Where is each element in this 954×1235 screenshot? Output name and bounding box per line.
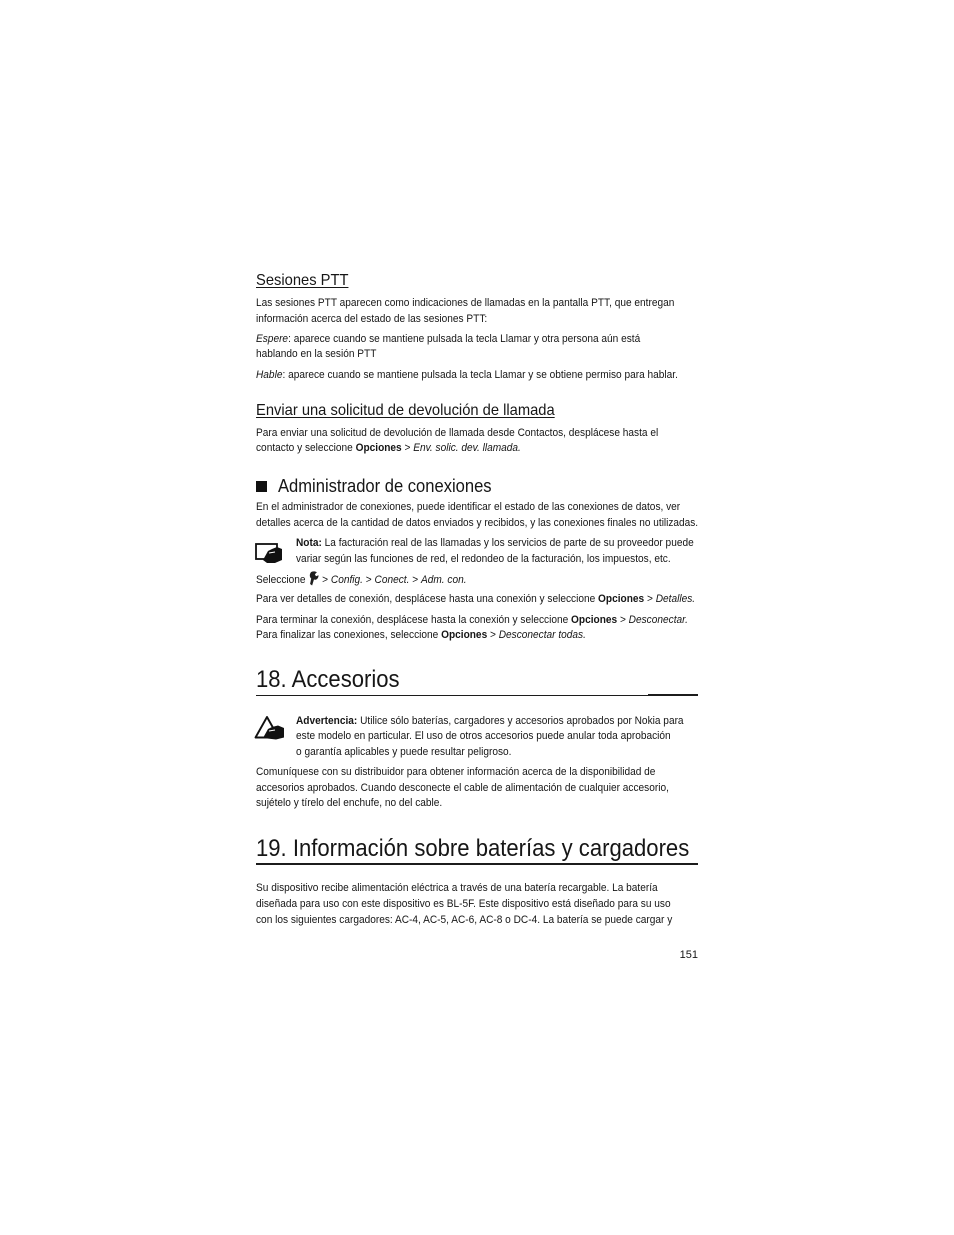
path-separator: > — [319, 574, 331, 586]
paragraph-line: Su dispositivo recibe alimentación eléctrica a través de una batería recargable. La batería — [256, 882, 658, 894]
menu-opciones: Opciones — [441, 629, 488, 641]
instruction-text: Para finalizar las conexiones, seleccione — [256, 629, 442, 641]
warning-label: Advertencia: — [296, 715, 358, 727]
paragraph-line: En el administrador de conexiones, puede identificar el estado de las conexiones de datos, ver — [256, 501, 681, 513]
menu-option: Desconectar. — [628, 614, 688, 626]
instruction-text: contacto y seleccione — [256, 442, 356, 454]
note-line — [296, 535, 694, 551]
paragraph-line: con los siguientes cargadores: AC-4, AC-5, AC-6, AC-8 o DC-4. La batería se puede cargar y — [256, 914, 673, 926]
menu-option: Desconectar todas. — [498, 629, 586, 641]
term-hable: Hable — [256, 369, 283, 381]
warning-icon — [254, 715, 285, 740]
chapter-title-19: 19. Información sobre baterías y cargadores — [256, 835, 690, 862]
paragraph-line: Las sesiones PTT aparecen como indicaciones de llamadas en la pantalla PTT, que entregan — [256, 297, 675, 309]
paragraph-line: hablando en la sesión PTT — [256, 348, 377, 360]
note-icon — [255, 538, 283, 564]
paragraph-line: Para enviar una solicitud de devolución de llamada desde Contactos, desplácese hasta el — [256, 427, 659, 439]
menu-config: Config. — [330, 574, 363, 586]
instruction-text: Seleccione — [256, 574, 309, 586]
term-espere: Espere — [256, 333, 289, 345]
menu-option: Detalles. — [655, 593, 696, 605]
settings-menu-icon — [308, 571, 319, 586]
chapter-rule — [256, 695, 698, 696]
path-separator: > — [362, 574, 375, 586]
note-line: variar según las funciones de red, el redondeo de la facturación, los impuestos, etc. — [296, 553, 671, 565]
espere-definition-line — [256, 331, 640, 347]
definition-text: : aparece cuando se mantiene pulsada la tecla Llamar y se obtiene permiso para hablar. — [282, 369, 678, 381]
instruction-text: Para terminar la conexión, desplácese hasta la conexión y seleccione — [256, 614, 572, 626]
path-separator: > — [644, 593, 656, 605]
menu-option: Env. solic. dev. llamada. — [413, 442, 521, 454]
chapter-title-18: 18. Accesorios — [256, 666, 400, 693]
path-separator: > — [617, 614, 629, 626]
note-text: La facturación real de las llamadas y los servicios de parte de su proveedor puede — [321, 537, 694, 549]
section-heading-callback: Enviar una solicitud de devolución de llamada — [256, 402, 555, 419]
menu-opciones: Opciones — [571, 614, 618, 626]
menu-opciones: Opciones — [598, 593, 645, 605]
chapter-rule — [256, 863, 698, 865]
path-separator: > — [409, 574, 421, 586]
paragraph-line: Comuníquese con su distribuidor para obtener información acerca de la disponibilidad de — [256, 766, 656, 778]
menu-opciones: Opciones — [355, 442, 402, 454]
menu-conect: Conect. — [374, 574, 410, 586]
path-separator: > — [401, 442, 414, 454]
details-instruction-line — [256, 591, 695, 607]
section-heading-administrador: Administrador de conexiones — [278, 476, 492, 496]
chapter-rule-accent — [648, 694, 698, 696]
page-number: 151 — [679, 949, 698, 961]
paragraph-line: diseñada para uso con este dispositivo es BL-5F. Este dispositivo está diseñado para su uso — [256, 898, 671, 910]
menu-adm-con: Adm. con. — [420, 574, 467, 586]
path-separator: > — [487, 629, 499, 641]
hable-definition-line — [256, 367, 678, 383]
warning-text: Utilice sólo baterías, cargadores y accesorios aprobados por Nokia para — [357, 715, 684, 727]
note-label: Nota: — [296, 537, 322, 549]
definition-text: : aparece cuando se mantiene pulsada la tecla Llamar y otra persona aún está — [288, 333, 641, 345]
paragraph-line: accesorios aprobados. Cuando desconecte el cable de alimentación de cualquier accesorio, — [256, 782, 669, 794]
warning-line — [296, 713, 684, 729]
paragraph-line: sujételo y tírelo del enchufe, no del cable. — [256, 797, 443, 809]
square-bullet-icon — [256, 481, 267, 492]
warning-line: o garantía aplicables y puede resultar peligroso. — [296, 746, 512, 758]
disconnect-all-instruction-line — [256, 627, 586, 643]
disconnect-instruction-line — [256, 612, 688, 628]
warning-line: este modelo en particular. El uso de otros accesorios puede anular toda aprobación — [296, 730, 671, 742]
section-heading-sesiones-ptt: Sesiones PTT — [256, 272, 349, 289]
paragraph-line: información acerca del estado de las sesiones PTT: — [256, 313, 488, 325]
callback-instruction-line — [256, 440, 521, 456]
select-instruction-line — [256, 571, 467, 588]
instruction-text: Para ver detalles de conexión, desplácese hasta una conexión y seleccione — [256, 593, 599, 605]
paragraph-line: detalles acerca de la cantidad de datos enviados y recibidos, y las conexiones finales no utilizadas. — [256, 517, 699, 529]
